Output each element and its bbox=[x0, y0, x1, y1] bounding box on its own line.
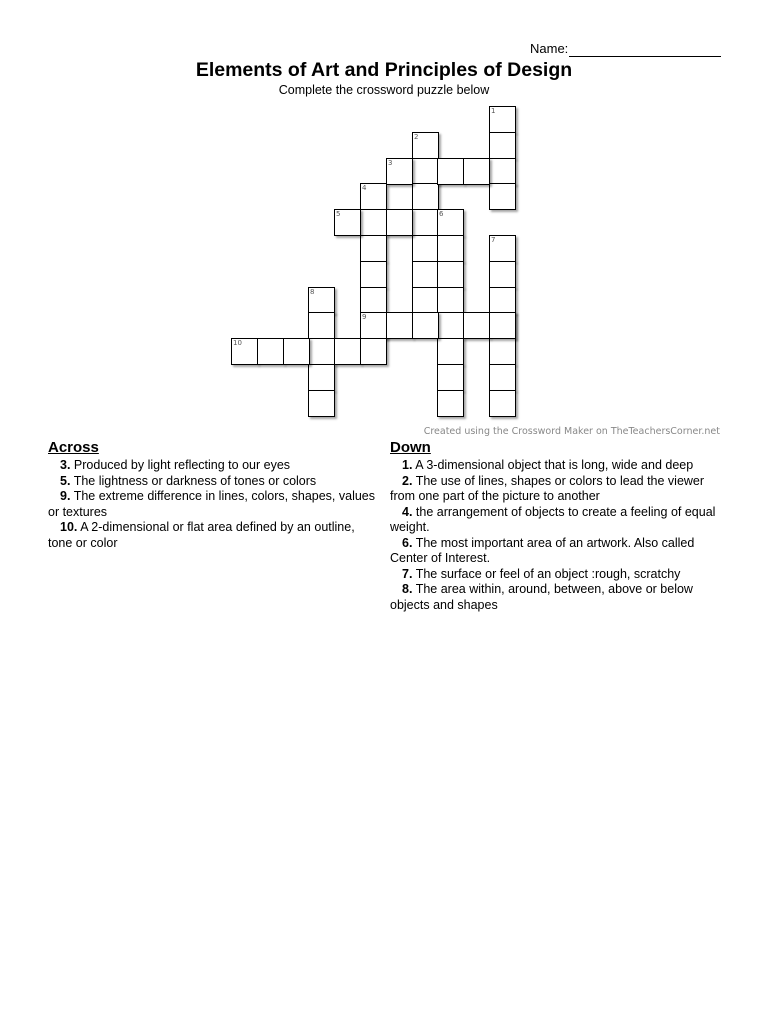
crossword-cell[interactable] bbox=[463, 158, 490, 185]
crossword-cell[interactable] bbox=[489, 261, 516, 288]
clue-number: 1. bbox=[402, 458, 413, 472]
clue-item bbox=[390, 474, 720, 505]
cell-number: 6 bbox=[439, 210, 444, 218]
crossword-cell[interactable] bbox=[308, 364, 335, 391]
crossword-cell[interactable] bbox=[308, 390, 335, 417]
clue-item bbox=[48, 458, 378, 474]
crossword-cell[interactable] bbox=[412, 312, 439, 339]
crossword-cell[interactable] bbox=[412, 209, 439, 236]
crossword-cell[interactable] bbox=[412, 287, 439, 314]
cell-number: 2 bbox=[414, 133, 419, 141]
crossword-cell[interactable] bbox=[437, 312, 464, 339]
clue-number: 8. bbox=[402, 582, 413, 596]
cell-number: 7 bbox=[491, 236, 496, 244]
clue-text: The area within, around, between, above or below objects and shapes bbox=[390, 582, 693, 612]
down-clue-list bbox=[390, 458, 720, 613]
crossword-cell[interactable] bbox=[412, 235, 439, 262]
crossword-cell[interactable] bbox=[437, 209, 464, 236]
clue-number: 6. bbox=[402, 535, 413, 550]
clue-number: 5. bbox=[60, 473, 71, 488]
crossword-cell[interactable] bbox=[437, 261, 464, 288]
crossword-cell[interactable] bbox=[360, 338, 387, 365]
crossword-cell[interactable] bbox=[334, 338, 361, 365]
clue-item bbox=[390, 567, 720, 583]
page-title: Elements of Art and Principles of Design bbox=[195, 59, 573, 81]
across-heading: Across bbox=[48, 439, 99, 456]
cell-number: 3 bbox=[388, 159, 393, 167]
crossword-cell[interactable] bbox=[489, 287, 516, 314]
cell-number: 4 bbox=[362, 184, 367, 192]
clue-text: The most important area of an artwork. Also called Center of Interest. bbox=[390, 535, 695, 565]
crossword-grid bbox=[0, 0, 768, 430]
crossword-cell[interactable] bbox=[360, 287, 387, 314]
crossword-cell[interactable] bbox=[257, 338, 284, 365]
clue-item bbox=[48, 520, 378, 551]
across-clues bbox=[48, 439, 378, 551]
across-clue-list bbox=[48, 458, 378, 551]
crossword-cell[interactable] bbox=[386, 209, 413, 236]
crossword-cell[interactable] bbox=[463, 312, 490, 339]
clue-text: the arrangement of objects to create a feeling of equal weight. bbox=[390, 504, 716, 534]
clue-item bbox=[390, 458, 720, 474]
crossword-cell[interactable] bbox=[437, 338, 464, 365]
crossword-cell[interactable] bbox=[489, 312, 516, 339]
crossword-cell[interactable] bbox=[308, 312, 335, 339]
clue-item bbox=[390, 536, 720, 567]
clue-text: The extreme difference in lines, colors, shapes, values or textures bbox=[48, 489, 375, 519]
clue-number: 9. bbox=[60, 489, 71, 503]
crossword-cell[interactable] bbox=[386, 312, 413, 339]
crossword-cell[interactable] bbox=[231, 338, 258, 365]
crossword-cell[interactable] bbox=[360, 209, 387, 236]
clue-number: 4. bbox=[402, 504, 413, 519]
cell-number: 10 bbox=[233, 339, 242, 347]
crossword-cell[interactable] bbox=[437, 158, 464, 185]
clue-item bbox=[390, 582, 720, 613]
clue-item bbox=[48, 489, 378, 520]
clue-text: The lightness or darkness of tones or colors bbox=[73, 473, 317, 488]
crossword-cell[interactable] bbox=[489, 132, 516, 159]
crossword-cell[interactable] bbox=[360, 183, 387, 210]
crossword-cell[interactable] bbox=[489, 106, 516, 133]
crossword-cell[interactable] bbox=[437, 287, 464, 314]
cell-number: 5 bbox=[336, 210, 341, 218]
down-heading: Down bbox=[390, 439, 431, 456]
clue-item bbox=[48, 474, 378, 490]
cell-number: 1 bbox=[491, 107, 496, 115]
crossword-cell[interactable] bbox=[489, 338, 516, 365]
crossword-cell[interactable] bbox=[489, 158, 516, 185]
name-label: Name: bbox=[530, 41, 569, 56]
crossword-cell[interactable] bbox=[360, 312, 387, 339]
crossword-cell[interactable] bbox=[412, 158, 439, 185]
crossword-cell[interactable] bbox=[386, 158, 413, 185]
clue-text: A 3-dimensional object that is long, wide and deep bbox=[415, 458, 694, 472]
clue-number: 2. bbox=[402, 473, 413, 488]
crossword-cell[interactable] bbox=[489, 183, 516, 210]
clue-text: The use of lines, shapes or colors to lead the viewer from one part of the picture to another bbox=[390, 473, 705, 503]
crossword-cell[interactable] bbox=[489, 364, 516, 391]
crossword-cell[interactable] bbox=[437, 390, 464, 417]
crossword-cell[interactable] bbox=[437, 364, 464, 391]
clue-number: 3. bbox=[60, 458, 71, 472]
crossword-cell[interactable] bbox=[412, 261, 439, 288]
crossword-cell[interactable] bbox=[334, 209, 361, 236]
crossword-cell[interactable] bbox=[489, 390, 516, 417]
clue-text: Produced by light reflecting to our eyes bbox=[73, 458, 291, 472]
clue-text: A 2-dimensional or flat area defined by an outline, tone or color bbox=[48, 520, 355, 550]
down-clues bbox=[390, 439, 720, 613]
crossword-cell[interactable] bbox=[489, 235, 516, 262]
crossword-cell[interactable] bbox=[308, 287, 335, 314]
page-subtitle: Complete the crossword puzzle below bbox=[278, 83, 490, 97]
clue-text: The surface or feel of an object :rough, scratchy bbox=[415, 566, 681, 581]
crossword-cell[interactable] bbox=[283, 338, 310, 365]
crossword-cell[interactable] bbox=[412, 132, 439, 159]
clue-item bbox=[390, 505, 720, 536]
crossword-cell[interactable] bbox=[360, 261, 387, 288]
clue-number: 7. bbox=[402, 566, 413, 581]
cell-number: 8 bbox=[310, 288, 315, 296]
crossword-cell[interactable] bbox=[437, 235, 464, 262]
crossword-cell[interactable] bbox=[308, 338, 335, 365]
clue-number: 10. bbox=[60, 520, 78, 534]
crossword-credit: Created using the Crossword Maker on TheTeachersCorner.net bbox=[423, 426, 720, 437]
crossword-cell[interactable] bbox=[360, 235, 387, 262]
cell-number: 9 bbox=[362, 313, 367, 321]
crossword-cell[interactable] bbox=[412, 183, 439, 210]
